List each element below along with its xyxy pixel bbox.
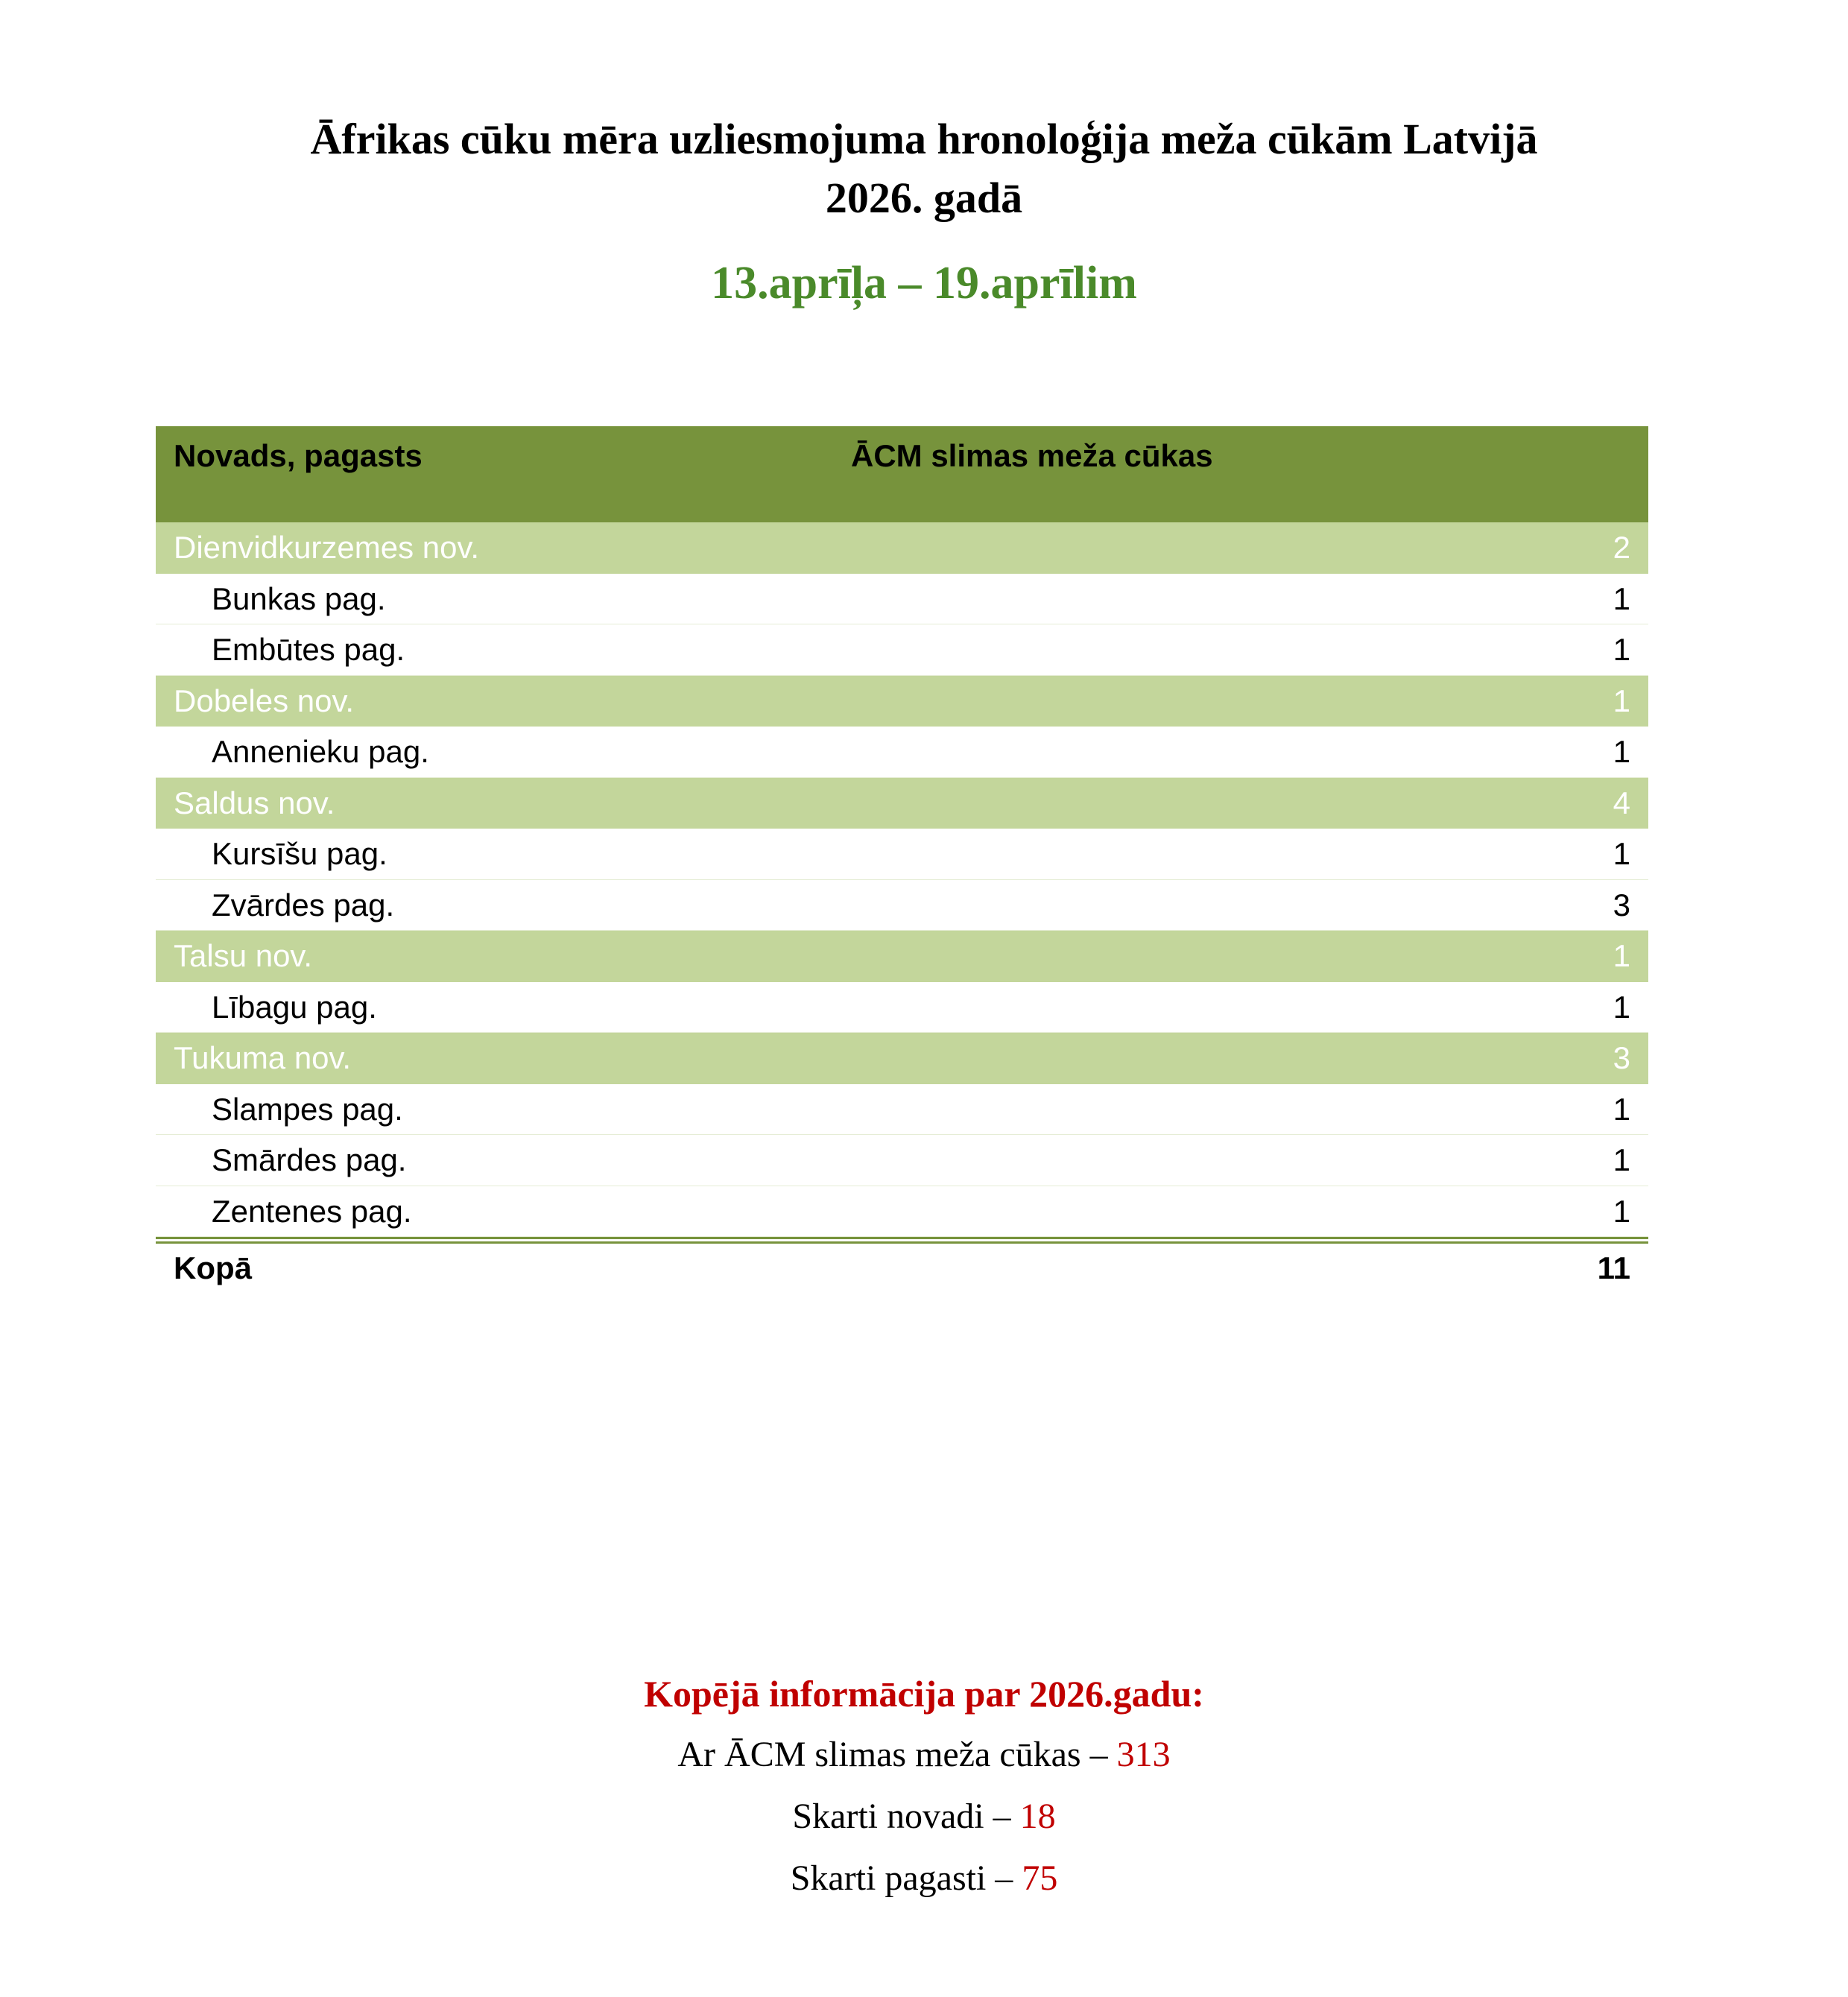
parish-name: Bunkas pag.	[212, 580, 386, 616]
parish-row	[156, 1135, 1648, 1186]
case-count: 4	[1613, 785, 1630, 820]
summary-value: 75	[1022, 1858, 1058, 1898]
case-count: 1	[1613, 938, 1630, 973]
parish-name: Smārdes pag.	[212, 1142, 407, 1177]
summary-line-regions	[0, 1792, 1848, 1841]
summary-label: Ar ĀCM slimas meža cūkas –	[677, 1735, 1117, 1774]
region-name: Talsu nov.	[174, 938, 312, 973]
parish-name: Zentenes pag.	[212, 1193, 412, 1229]
total-row	[156, 1244, 1648, 1297]
parish-name: Zvārdes pag.	[212, 887, 395, 922]
outbreak-table	[156, 426, 1648, 1297]
column-header-region: Novads, pagasts	[174, 438, 423, 473]
parish-row	[156, 1084, 1648, 1136]
parish-name: Embūtes pag.	[212, 632, 405, 667]
total-label: Kopā	[174, 1250, 252, 1285]
case-count: 1	[1613, 1142, 1630, 1177]
case-count: 1	[1613, 1193, 1630, 1229]
region-row	[156, 931, 1648, 982]
parish-row	[156, 727, 1648, 778]
region-name: Saldus nov.	[174, 785, 335, 820]
summary-line-parishes	[0, 1854, 1848, 1903]
total-divider	[156, 1237, 1648, 1244]
case-count: 1	[1613, 632, 1630, 667]
region-row	[156, 778, 1648, 829]
parish-name: Kursīšu pag.	[212, 836, 387, 871]
column-header-count: ĀCM slimas meža cūkas	[851, 438, 1213, 473]
table-body	[156, 522, 1648, 1237]
summary-value: 18	[1019, 1797, 1056, 1836]
case-count: 1	[1613, 580, 1630, 616]
parish-row	[156, 624, 1648, 676]
region-row	[156, 1033, 1648, 1084]
case-count: 2	[1613, 530, 1630, 565]
summary-value: 313	[1116, 1735, 1171, 1774]
case-count: 1	[1613, 683, 1630, 718]
case-count: 3	[1613, 887, 1630, 922]
region-row	[156, 522, 1648, 574]
summary-heading: Kopējā informācija par 2026.gadu:	[644, 1673, 1204, 1715]
parish-name: Slampes pag.	[212, 1091, 403, 1127]
summary-label: Skarti novadi –	[792, 1797, 1020, 1836]
case-count: 1	[1613, 734, 1630, 769]
region-name: Dobeles nov.	[174, 683, 355, 718]
document-title: Āfrikas cūku mēra uzliesmojuma hronoloģija meža cūkām Latvijā	[310, 115, 1538, 163]
parish-row	[156, 880, 1648, 931]
parish-row	[156, 829, 1648, 880]
summary-line-infected	[0, 1730, 1848, 1779]
parish-row	[156, 982, 1648, 1034]
region-name: Tukuma nov.	[174, 1040, 352, 1075]
region-name: Dienvidkurzemes nov.	[174, 530, 480, 565]
total-value: 11	[1597, 1250, 1630, 1285]
case-count: 1	[1613, 1091, 1630, 1127]
document-title-year: 2026. gadā	[825, 174, 1023, 222]
case-count: 3	[1613, 1040, 1630, 1075]
table-header	[156, 426, 1648, 522]
report-period: 13.aprīļa – 19.aprīlim	[711, 258, 1137, 308]
region-row	[156, 676, 1648, 727]
case-count: 1	[1613, 836, 1630, 871]
parish-row	[156, 1186, 1648, 1238]
case-count: 1	[1613, 989, 1630, 1025]
parish-name: Lībagu pag.	[212, 989, 377, 1025]
parish-name: Annenieku pag.	[212, 734, 429, 769]
parish-row	[156, 574, 1648, 625]
summary-label: Skarti pagasti –	[790, 1858, 1022, 1898]
